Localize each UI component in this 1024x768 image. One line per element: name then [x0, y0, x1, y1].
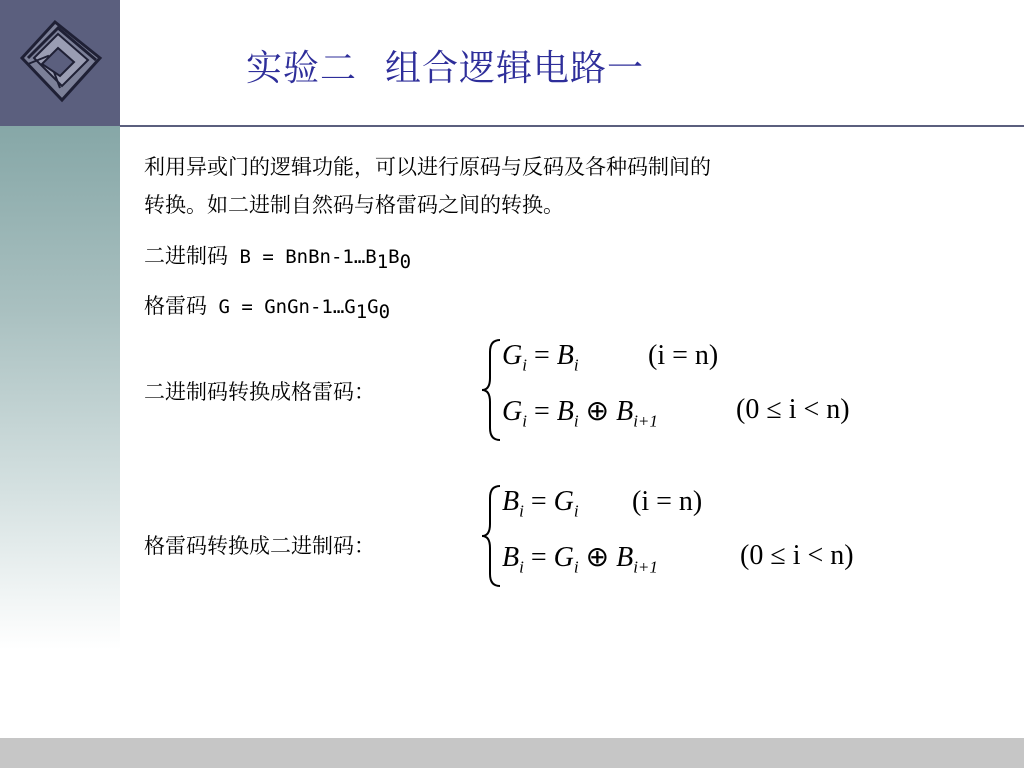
gray-code-g0: G [367, 296, 379, 318]
g2b-r1-condition: (i = n) [632, 486, 703, 517]
b2g-r2-condition: (0 ≤ i < n) [736, 394, 850, 425]
b2g-r2-lhs-sub: i [522, 411, 527, 431]
sidebar-gradient [0, 126, 120, 650]
title-topic: 组合逻辑电路一 [385, 48, 645, 89]
b2g-r1-lhs: G [502, 340, 523, 371]
binary-to-gray-label: 二进制码转换成格雷码： [144, 380, 375, 404]
g2b-r1-lhs-sub: i [519, 501, 524, 521]
g2b-row-2 [502, 540, 658, 578]
binary-code-b0: B [388, 246, 400, 268]
b2g-r1-rhs: B [556, 340, 574, 371]
g2b-r1-eq: = [523, 486, 554, 517]
b2g-r1-rhs-sub: i [573, 355, 579, 375]
title-experiment-number: 实验二 [246, 48, 358, 89]
intro-line-2: 转换。如二进制自然码与格雷码之间的转换。 [144, 193, 564, 217]
g2b-r2-rhs2: B [616, 542, 634, 573]
gray-to-binary-label: 格雷码转换成二进制码： [144, 534, 375, 558]
geometric-logo-icon [0, 0, 120, 126]
gray-code-label: 格雷码 [144, 294, 207, 318]
gray-code-definition [144, 290, 390, 323]
g2b-r2-rhs-sub: i [573, 557, 579, 577]
gray-sub-1: 1 [355, 301, 368, 324]
binary-sub-1: 1 [376, 251, 389, 274]
g2b-r1-rhs-sub: i [573, 501, 579, 521]
b2g-r2-rhs-sub: i [573, 411, 579, 431]
b2g-r1-condition: (i = n) [648, 340, 719, 371]
left-brace [480, 484, 502, 588]
b2g-r1-lhs-sub: i [522, 355, 527, 375]
g2b-r2-rhs: G [553, 542, 574, 573]
b2g-r2-rhs2-sub: i+1 [633, 411, 658, 431]
binary-code-label: 二进制码 [144, 244, 228, 268]
b2g-row-2 [502, 394, 658, 432]
binary-to-gray-formula [478, 338, 878, 443]
binary-code-definition [144, 240, 411, 273]
b2g-r2-lhs: G [502, 396, 523, 427]
g2b-r1-rhs: G [553, 486, 574, 517]
xor-operator: ⊕ [578, 542, 617, 573]
g2b-r2-eq: = [523, 542, 554, 573]
b2g-r2-eq: = [526, 396, 557, 427]
g2b-r2-rhs2-sub: i+1 [633, 557, 658, 577]
gray-sub-0: 0 [378, 301, 391, 324]
g2b-r2-condition: (0 ≤ i < n) [740, 540, 854, 571]
binary-code-expr: B = BnBn-1…B [228, 246, 377, 268]
gray-code-expr: G = GnGn-1…G [207, 296, 356, 318]
xor-operator: ⊕ [578, 396, 617, 427]
header-divider [120, 125, 1024, 127]
binary-sub-0: 0 [399, 251, 412, 274]
g2b-r1-lhs: B [502, 486, 520, 517]
g2b-row-1 [502, 486, 579, 522]
b2g-r2-rhs: B [556, 396, 574, 427]
footer-bar [0, 738, 1024, 768]
intro-line-1: 利用异或门的逻辑功能，可以进行原码与反码及各种码制间的 [144, 155, 711, 179]
gray-to-binary-formula [478, 484, 878, 589]
g2b-r2-lhs: B [502, 542, 520, 573]
b2g-row-1 [502, 340, 579, 376]
g2b-r2-lhs-sub: i [519, 557, 524, 577]
slide-title [246, 40, 644, 91]
logo-panel [0, 0, 120, 126]
b2g-r2-rhs2: B [616, 396, 634, 427]
left-brace [480, 338, 502, 442]
b2g-r1-eq: = [526, 340, 557, 371]
